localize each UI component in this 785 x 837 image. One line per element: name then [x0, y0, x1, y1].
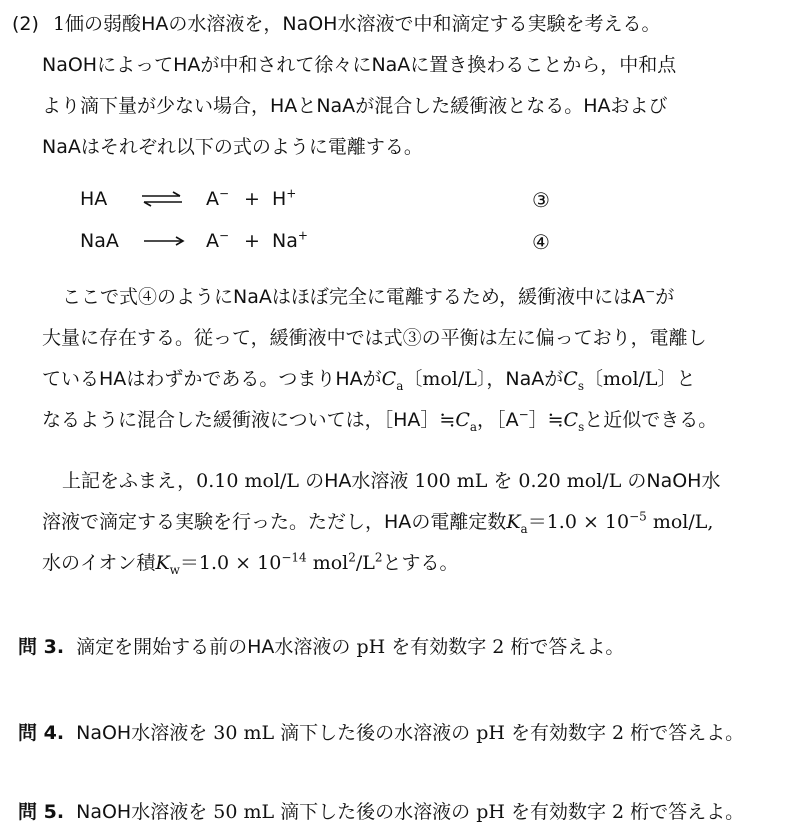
question-4: 問 4. NaOH水溶液を 30 mL 滴下した後の水溶液の pH を有効数字 2 桁で答えよ。	[18, 722, 745, 744]
para3-line-2: 溶液で滴定する実験を行った。ただし，HAの電離定数$K_a=1.0 \times 10^{-5}$ mol/L,	[42, 509, 714, 536]
equation-4-reactant: NaA	[80, 230, 119, 252]
para3-line-1: 上記をふまえ，0.10 mol/L のHA水溶液 100 mL を 0.20 mol/L のNaOH水	[62, 470, 721, 492]
equilibrium-arrow-icon	[140, 191, 184, 207]
right-arrow-icon	[142, 233, 186, 249]
para2-line-4: なるように混合した緩衝液については，$[HA]≒C_a$，$[A^-]≒C_s$と近似できる。	[42, 407, 718, 434]
para2-line-3: ているHAはわずかである。つまりHAが$C_a$〔mol/L〕，NaAが$C_s$〔mol/L〕と	[42, 368, 696, 393]
equation-4: NaA A− + Na+ ④	[80, 228, 550, 254]
question-3-label: 問 3.	[18, 636, 65, 658]
equation-3-ion-1: A−	[206, 186, 230, 210]
intro-line-1: (2) 1価の弱酸HAの水溶液を，NaOH水溶液で中和滴定する実験を考える。	[12, 13, 661, 35]
equation-3-reactant: HA	[80, 188, 108, 210]
para3-line-3: 水のイオン積$K_w=1.0 \times 10^{-14}$ $mol^2/L^2$とする。	[42, 550, 459, 577]
question-5: 問 5. NaOH水溶液を 50 mL 滴下した後の水溶液の pH を有効数字 2 桁で答えよ。	[18, 801, 745, 823]
intro-line-3: より滴下量が少ない場合，HAとNaAが混合した緩衝液となる。HAおよび	[42, 95, 668, 117]
question-5-label: 問 5.	[18, 801, 65, 823]
para2-line-1: ここで式④のようにNaAはほぼ完全に電離するため，緩衝液中にはA−が	[62, 284, 675, 308]
equation-4-label: ④	[532, 230, 550, 254]
question-3: 問 3. 滴定を開始する前のHA水溶液の pH を有効数字 2 桁で答えよ。	[18, 636, 625, 658]
para2-line-2: 大量に存在する。従って，緩衝液中では式③の平衡は左に偏っており，電離し	[42, 327, 707, 349]
equation-3-ion-2: H+	[272, 186, 297, 210]
intro-line-4: NaAはそれぞれ以下の式のように電離する。	[42, 136, 423, 158]
equation-4-ion-1: A−	[206, 228, 230, 252]
question-4-label: 問 4.	[18, 722, 65, 744]
equation-3-label: ③	[532, 188, 550, 212]
intro-line-2: NaOHによってHAが中和されて徐々にNaAに置き換わることから，中和点	[42, 54, 677, 76]
equation-4-ion-2: Na+	[272, 228, 308, 252]
equation-3: HA A− + H+ ③	[80, 186, 550, 212]
problem-number: (2)	[12, 13, 39, 35]
